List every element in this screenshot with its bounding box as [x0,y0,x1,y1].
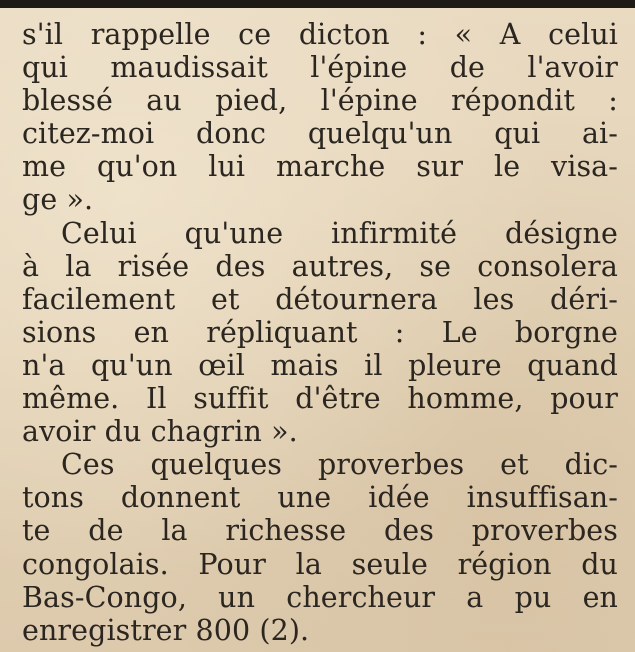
text-line: ge ». [22,183,94,217]
text-line: me qu'on lui marche sur le visa- [22,150,618,184]
text-line: blessé au pied, l'épine répondit : [22,84,618,118]
paragraph-2 [22,217,618,449]
top-border-rule [0,0,635,8]
text-line: qui maudissait l'épine de l'avoir [22,51,618,85]
article-text [22,18,618,647]
text-line: te de la richesse des proverbes [22,514,618,548]
text-line: à la risée des autres, se consolera [22,249,618,283]
text-line: enregistrer 800 (2). [22,613,310,647]
paragraph-3 [22,448,618,647]
text-line: sions en répliquant : Le borgne [22,315,618,349]
text-line: s'il rappelle ce dicton : « A celui [22,18,618,51]
text-line: tons donnent une idée insuffisan- [22,481,618,515]
paragraph-1 [22,18,618,217]
text-line: citez-moi donc quelqu'un qui ai- [22,117,618,151]
text-line: facilement et détournera les déri- [22,282,618,316]
text-line: Celui qu'une infirmité désigne [61,216,618,250]
text-line: congolais. Pour la seule région du [22,547,618,581]
text-line: n'a qu'un œil mais il pleure quand [22,348,618,382]
text-line: Ces quelques proverbes et dic- [61,448,618,482]
text-line: avoir du chagrin ». [22,415,298,449]
text-line: même. Il suffit d'être homme, pour [22,382,618,416]
text-line: Bas-Congo, un chercheur a pu en [22,580,618,614]
